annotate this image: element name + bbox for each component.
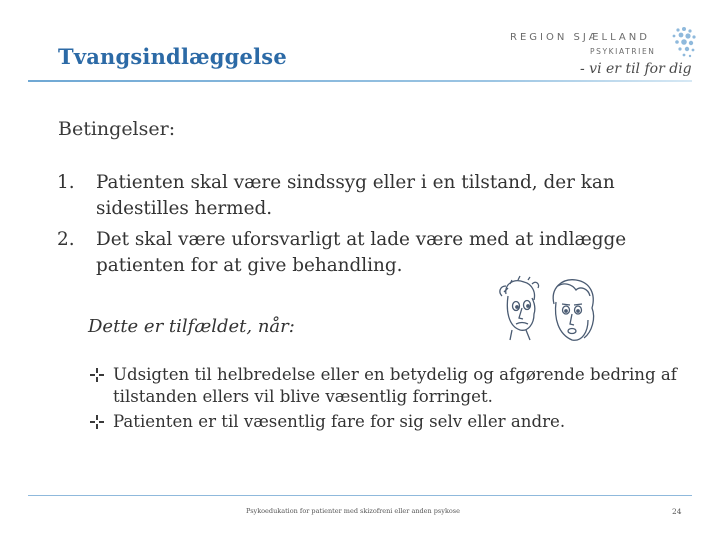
bullet-icon: [90, 415, 104, 429]
condition-text: Patienten skal være sindssyg eller i en tilstand, der kan sidestilles hermed.: [96, 172, 615, 219]
condition-item: [0, 170, 680, 222]
criteria-text: Udsigten til helbredelse eller en betydelig og afgørende bedring af tilstanden ellers vil blive væsentlig forringet.: [113, 365, 677, 406]
page-number: 24: [672, 507, 682, 516]
condition-number: 2.: [57, 229, 75, 250]
criteria-item: [0, 411, 690, 433]
condition-text: Det skal være uforsvarligt at lade være med at indlægge patienten for at give behandling.: [96, 229, 627, 276]
condition-number: 1.: [57, 172, 75, 193]
two-faces-illustration: [492, 274, 602, 354]
footer-divider: [28, 495, 692, 496]
region-logo: [508, 26, 698, 88]
condition-item: [0, 227, 680, 279]
criteria-item: [0, 364, 690, 408]
logo-organization: REGION SJÆLLAND: [510, 32, 650, 43]
logo-dots-icon: [668, 26, 698, 66]
criteria-list: [0, 364, 690, 436]
logo-slogan: - vi er til for dig: [580, 61, 692, 77]
slide-title: Tvangsindlæggelse: [58, 44, 287, 69]
conditions-heading: Betingelser:: [58, 118, 176, 140]
criteria-text: Patienten er til væsentlig fare for sig selv eller andre.: [113, 412, 566, 431]
bullet-icon: [90, 368, 104, 382]
logo-department: PSYKIATRIEN: [590, 47, 656, 56]
criteria-subheading: Dette er tilfældet, når:: [88, 316, 295, 337]
footer-text: Psykoedukation for patienter med skizofreni eller anden psykose: [246, 507, 460, 515]
conditions-list: [0, 170, 680, 284]
